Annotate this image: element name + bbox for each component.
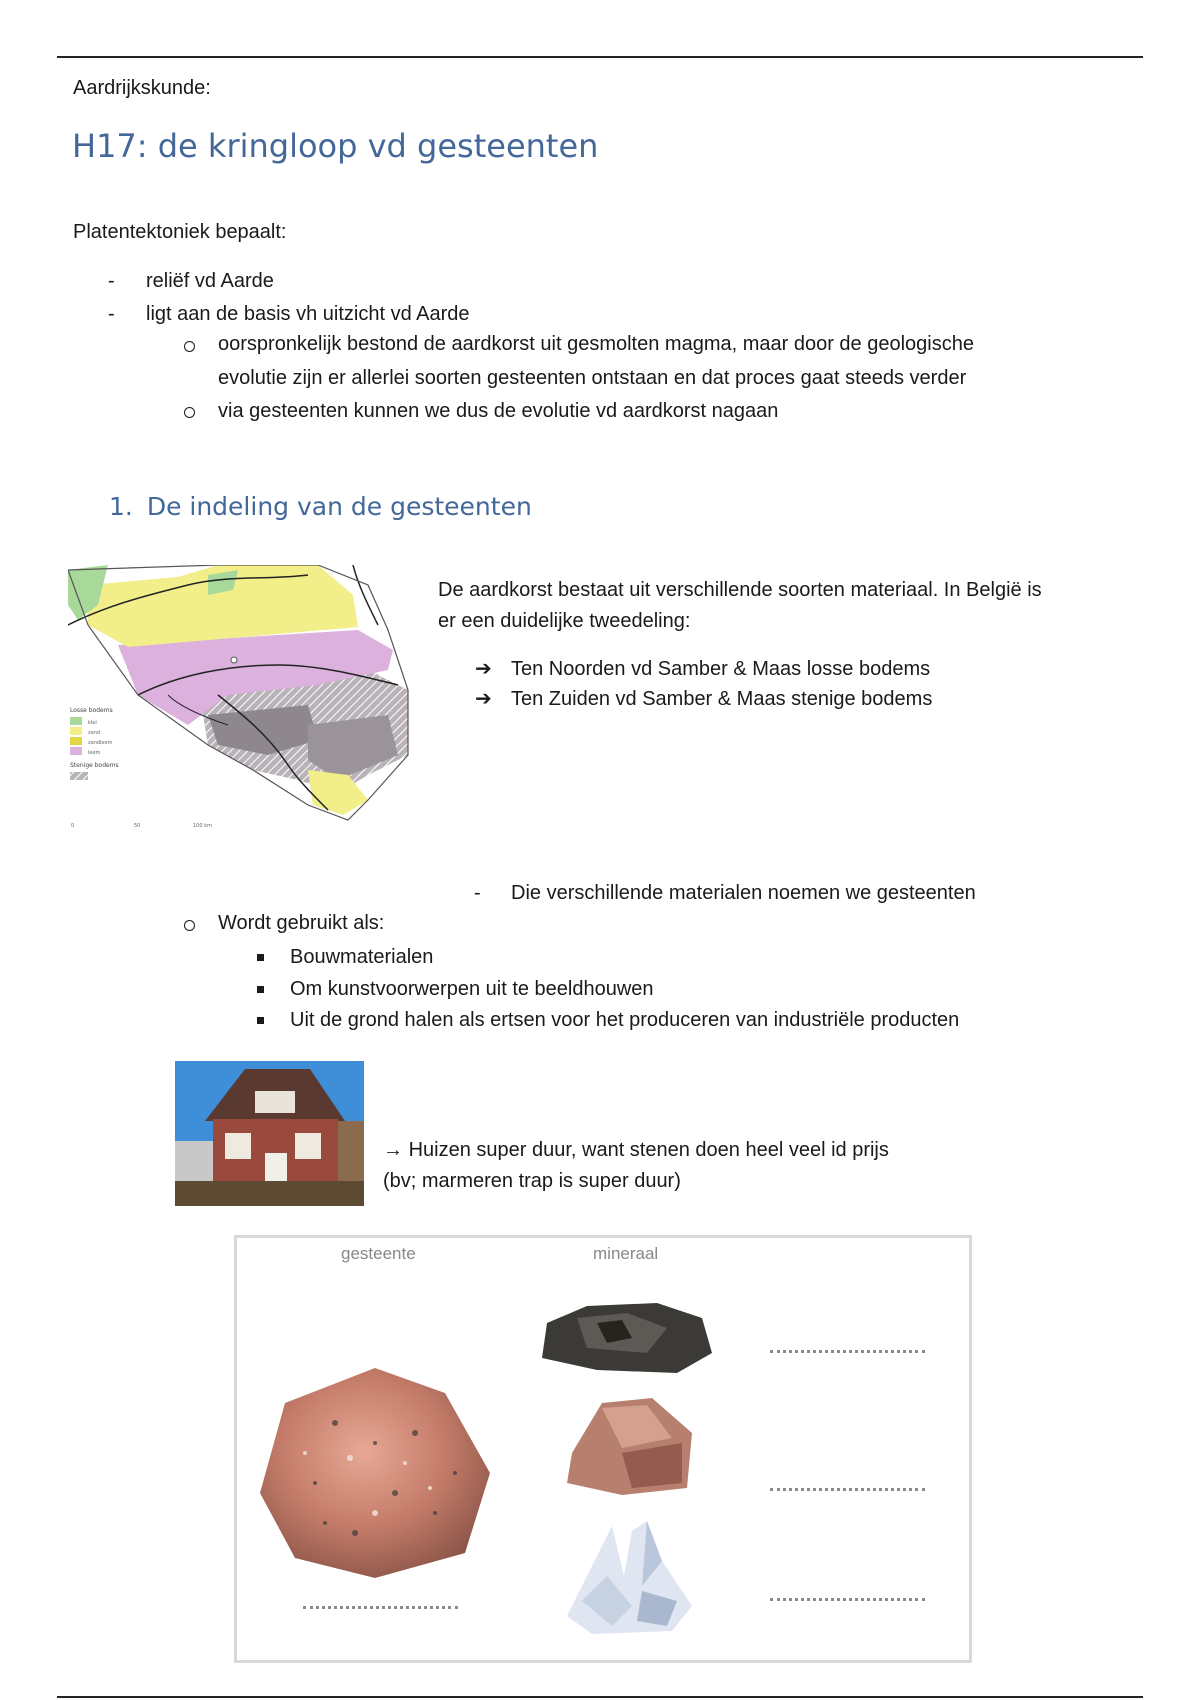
quartz-crystal-image (552, 1506, 702, 1636)
section-heading (109, 490, 532, 524)
intro-item: ligt aan de basis vh uitzicht vd Aarde (146, 303, 470, 325)
pink-mineral-image (562, 1393, 697, 1498)
section-number: 1. (109, 492, 133, 521)
circle-bullet (184, 920, 195, 931)
square-bullet (257, 954, 264, 961)
intro-subitem: oorspronkelijk bestond de aardkorst uit gesmolten magma, maar door de geologische (218, 333, 974, 355)
arrow-bullet-icon: ➔ (475, 688, 492, 710)
house-note-text: Huizen super duur, want stenen doen heel veel id prijs (408, 1139, 889, 1161)
map-scale-50: 50 (134, 823, 141, 829)
house-note-line2: (bv; marmeren trap is super duur) (383, 1170, 681, 1192)
legend-swatch-stenig (70, 772, 88, 780)
granite-rock-image (255, 1363, 495, 1583)
house-note-line1 (383, 1134, 889, 1166)
intro-subitem-cont: evolutie zijn er allerlei soorten gesteenten ontstaan en dat proces gaat steeds verder (218, 367, 967, 389)
map-legend-stenige: Stenige bodems (70, 762, 119, 769)
bottom-rule (57, 1696, 1143, 1698)
used-as-label: Wordt gebruikt als: (218, 912, 385, 934)
map-legend-losse: Losse bodems (70, 707, 113, 714)
legend-swatch-zandleem (70, 737, 82, 745)
answer-line-mineraal-3 (770, 1598, 925, 1601)
dash-item: Die verschillende materialen noemen we gesteenten (511, 882, 976, 904)
circle-bullet (184, 341, 195, 352)
square-bullet (257, 1017, 264, 1024)
dark-mineral-image (537, 1298, 717, 1378)
page-title: H17: de kringloop vd gesteenten (72, 127, 599, 165)
dash-bullet: - (108, 270, 115, 292)
answer-line-mineraal-1 (770, 1350, 925, 1353)
arrow-item: Ten Zuiden vd Samber & Maas stenige bodems (511, 688, 933, 710)
arrow-bullet-icon: ➔ (475, 658, 492, 680)
intro-item: reliëf vd Aarde (146, 270, 274, 292)
dash-bullet: - (108, 303, 115, 325)
use-item: Bouwmaterialen (290, 946, 434, 968)
section-paragraph-line1: De aardkorst bestaat uit verschillende soorten materiaal. In België is (438, 579, 1042, 601)
section-title: De indeling van de gesteenten (146, 492, 532, 521)
legend-swatch-leem (70, 747, 82, 755)
map-graphic (68, 565, 413, 835)
map-legend-item: klei (88, 720, 97, 726)
map-scale-100: 100 km (193, 823, 212, 829)
use-item: Om kunstvoorwerpen uit te beeldhouwen (290, 978, 654, 1000)
subject-label: Aardrijkskunde: (73, 77, 211, 99)
figure-col-mineraal: mineraal (593, 1244, 659, 1263)
map-legend-item: leem (88, 750, 101, 756)
intro-subitem: via gesteenten kunnen we dus de evolutie vd aardkorst nagaan (218, 400, 779, 422)
map-scale-0: 0 (71, 823, 75, 829)
rock-mineral-figure (234, 1235, 972, 1663)
belgium-soil-map (68, 565, 413, 835)
intro-lead: Platentektoniek bepaalt: (73, 221, 287, 243)
map-legend-item: zand (88, 730, 101, 736)
dash-bullet: - (474, 882, 481, 904)
square-bullet (257, 986, 264, 993)
arrow-item: Ten Noorden vd Samber & Maas losse bodems (511, 658, 931, 680)
top-rule (57, 56, 1143, 58)
legend-swatch-klei (70, 717, 82, 725)
answer-line-mineraal-2 (770, 1488, 925, 1491)
figure-col-gesteente: gesteente (341, 1244, 416, 1263)
map-legend-item: zandleem (88, 740, 113, 746)
legend-swatch-zand (70, 727, 82, 735)
use-item: Uit de grond halen als ertsen voor het produceren van industriële producten (290, 1009, 960, 1031)
arrow-right-icon: → (383, 1139, 403, 1161)
section-paragraph-line2: er een duidelijke tweedeling: (438, 610, 691, 632)
circle-bullet (184, 407, 195, 418)
house-photo (175, 1061, 364, 1206)
answer-line-gesteente (303, 1606, 458, 1609)
